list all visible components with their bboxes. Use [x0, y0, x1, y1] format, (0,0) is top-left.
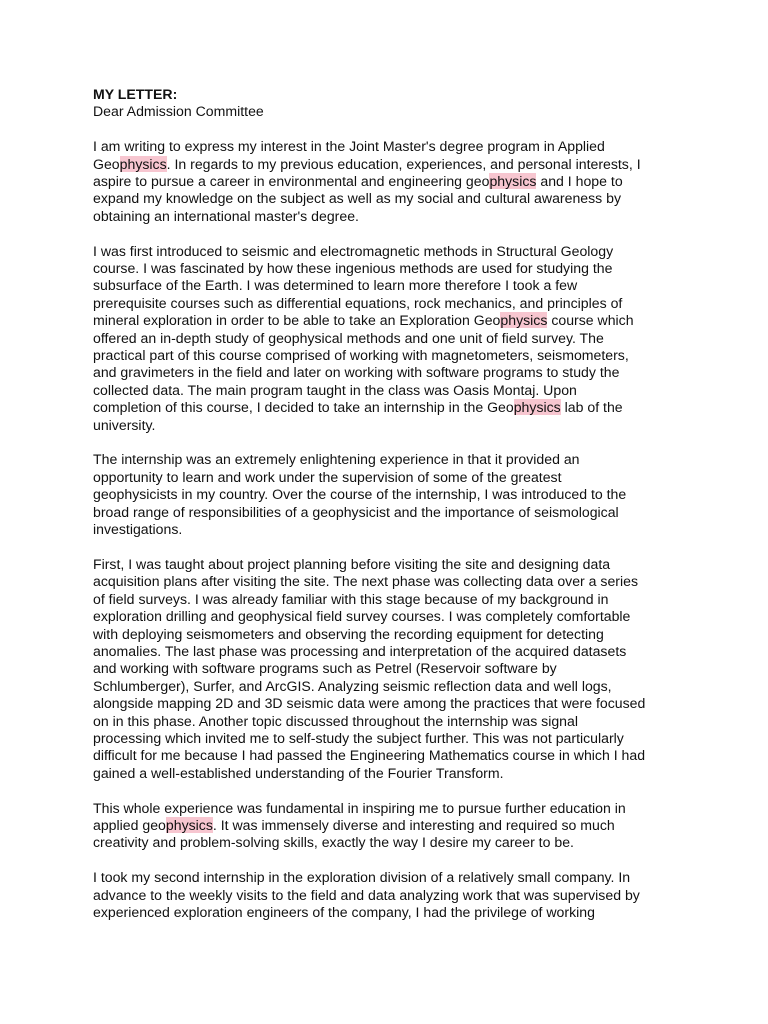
- paragraph-gap: [93, 225, 676, 242]
- text-segment: processing which invited me to self-study the subject further. This was not particularly: [93, 729, 624, 746]
- letter-salutation: Dear Admission Committee: [93, 103, 264, 120]
- text-line: [93, 364, 676, 381]
- text-segment: and gravimeters in the field and later on working with software programs to study the: [93, 364, 620, 381]
- text-segment: completion of this course, I decided to take an internship in the Geo: [93, 399, 514, 416]
- text-segment: and working with software programs such as Petrel (Reservoir software by: [93, 660, 557, 677]
- text-segment: alongside mapping 2D and 3D seismic data were among the practices that were focused: [93, 695, 646, 712]
- paragraph-gap: [93, 782, 676, 799]
- text-line: [93, 277, 676, 294]
- text-segment: course. I was fascinated by how these ingenious methods are used for studying the: [93, 260, 613, 277]
- text-line: [93, 469, 676, 486]
- text-segment: mineral exploration in order to be able to take an Exploration Geo: [93, 312, 501, 329]
- text-line: [93, 295, 676, 312]
- text-segment: anomalies. The last phase was processing and interpretation of the acquired datasets: [93, 642, 627, 659]
- text-line: [93, 660, 676, 677]
- text-segment: The internship was an extremely enlightening experience in that it provided an: [93, 451, 580, 468]
- text-segment: investigations.: [93, 521, 183, 538]
- text-line: [93, 834, 676, 851]
- text-segment: obtaining an international master's degree.: [93, 207, 359, 224]
- text-segment: of field surveys. I was already familiar with this stage because of my background in: [93, 590, 609, 607]
- text-segment: and I hope to: [536, 173, 623, 190]
- text-line: [93, 869, 676, 886]
- text-segment: lab of the: [560, 399, 623, 416]
- text-line: [93, 260, 676, 277]
- text-line: [93, 521, 676, 538]
- text-segment: Geo: [93, 155, 120, 172]
- text-segment: prerequisite courses such as differential equations, rock mechanics, and principles of: [93, 294, 623, 311]
- text-segment: exploration drilling and geophysical field survey courses. I was completely comfortable: [93, 608, 631, 625]
- text-segment: university.: [93, 416, 156, 433]
- text-segment: . It was immensely diverse and interesting and required so much: [212, 816, 615, 833]
- highlighted-term: physics: [489, 173, 537, 190]
- text-segment: opportunity to learn and work under the supervision of some of the greatest: [93, 468, 562, 485]
- text-line: [93, 730, 676, 747]
- text-segment: geophysicists in my country. Over the course of the internship, I was introduced to the: [93, 486, 627, 503]
- text-line: [93, 173, 676, 190]
- text-segment: experienced exploration engineers of the company, I had the privilege of working: [93, 904, 595, 920]
- text-segment: advance to the weekly visits to the field and data analyzing work that was supervised by: [93, 886, 640, 903]
- text-segment: subsurface of the Earth. I was determined to learn more therefore I took a few: [93, 277, 578, 294]
- text-segment: course which: [547, 312, 634, 329]
- text-line: [93, 347, 676, 364]
- text-line: [93, 138, 676, 155]
- text-segment: applied geo: [93, 816, 166, 833]
- highlighted-term: physics: [119, 155, 167, 172]
- highlighted-term: physics: [513, 399, 561, 416]
- text-line: [93, 417, 676, 434]
- text-line: [93, 312, 676, 329]
- text-line: [93, 904, 676, 921]
- text-segment: on in this phase. Another topic discussed throughout the internship was signal: [93, 712, 578, 729]
- text-line: [93, 208, 676, 225]
- text-line: [93, 591, 676, 608]
- text-line: [93, 504, 676, 521]
- text-line: [93, 695, 676, 712]
- text-segment: I am writing to express my interest in the Joint Master's degree program in Applied: [93, 138, 605, 155]
- text-segment: First, I was taught about project planning before visiting the site and designing data: [93, 555, 611, 572]
- text-line: [93, 573, 676, 590]
- text-line: [93, 486, 676, 503]
- text-segment: aspire to pursue a career in environmental and engineering geo: [93, 173, 490, 190]
- text-segment: creativity and problem-solving skills, exactly the way I desire my career to be.: [93, 834, 574, 851]
- text-segment: I was first introduced to seismic and electromagnetic methods in Structural Geology: [93, 242, 614, 259]
- text-segment: broad range of responsibilities of a geophysicist and the importance of seismological: [93, 503, 619, 520]
- letter-body: [93, 86, 676, 921]
- paragraph-gap: [93, 852, 676, 869]
- text-segment: gained a well-established understanding of the Fourier Transform.: [93, 764, 504, 781]
- text-line: [93, 765, 676, 782]
- paragraph-gap: [93, 121, 676, 138]
- text-segment: This whole experience was fundamental in inspiring me to pursue further education in: [93, 799, 626, 816]
- text-line: [93, 451, 676, 468]
- paragraph-gap: [93, 539, 676, 556]
- text-line: [93, 713, 676, 730]
- paragraph: [93, 138, 676, 225]
- highlighted-term: physics: [500, 312, 548, 329]
- text-segment: difficult for me because I had passed the Engineering Mathematics course in which I had: [93, 747, 646, 764]
- letter-paragraphs: [93, 138, 676, 921]
- text-line: [93, 382, 676, 399]
- text-segment: expand my knowledge on the subject as well as my social and cultural awareness by: [93, 190, 622, 207]
- text-line: [93, 643, 676, 660]
- text-line: [93, 887, 676, 904]
- text-line: [93, 626, 676, 643]
- text-line: [93, 817, 676, 834]
- paragraph: [93, 800, 676, 852]
- text-segment: collected data. The main program taught in the class was Oasis Montaj. Upon: [93, 381, 577, 398]
- text-segment: offered an in-depth study of geophysical methods and one unit of field survey. The: [93, 329, 604, 346]
- text-segment: practical part of this course comprised of working with magnetometers, seismometers,: [93, 347, 629, 364]
- text-segment: I took my second internship in the exploration division of a relatively small company. In: [93, 869, 631, 886]
- text-line: [93, 678, 676, 695]
- paragraph: [93, 451, 676, 538]
- paragraph-gap: [93, 434, 676, 451]
- text-segment: with deploying seismometers and observing the recording equipment for detecting: [93, 625, 604, 642]
- text-line: [93, 190, 676, 207]
- text-line: [93, 556, 676, 573]
- text-line: [93, 156, 676, 173]
- paragraph: [93, 243, 676, 434]
- paragraph: [93, 556, 676, 782]
- text-line: [93, 399, 676, 416]
- text-line: [93, 800, 676, 817]
- paragraph: [93, 869, 676, 921]
- letter-heading: MY LETTER:: [93, 86, 178, 102]
- highlighted-term: physics: [165, 816, 213, 833]
- text-segment: . In regards to my previous education, experiences, and personal interests, I: [166, 155, 641, 172]
- text-line: [93, 330, 676, 347]
- text-line: [93, 747, 676, 764]
- text-line: [93, 608, 676, 625]
- text-segment: acquisition plans after visiting the site. The next phase was collecting data over a series: [93, 573, 638, 590]
- text-line: [93, 243, 676, 260]
- text-segment: Schlumberger), Surfer, and ArcGIS. Analyzing seismic reflection data and well logs,: [93, 677, 612, 694]
